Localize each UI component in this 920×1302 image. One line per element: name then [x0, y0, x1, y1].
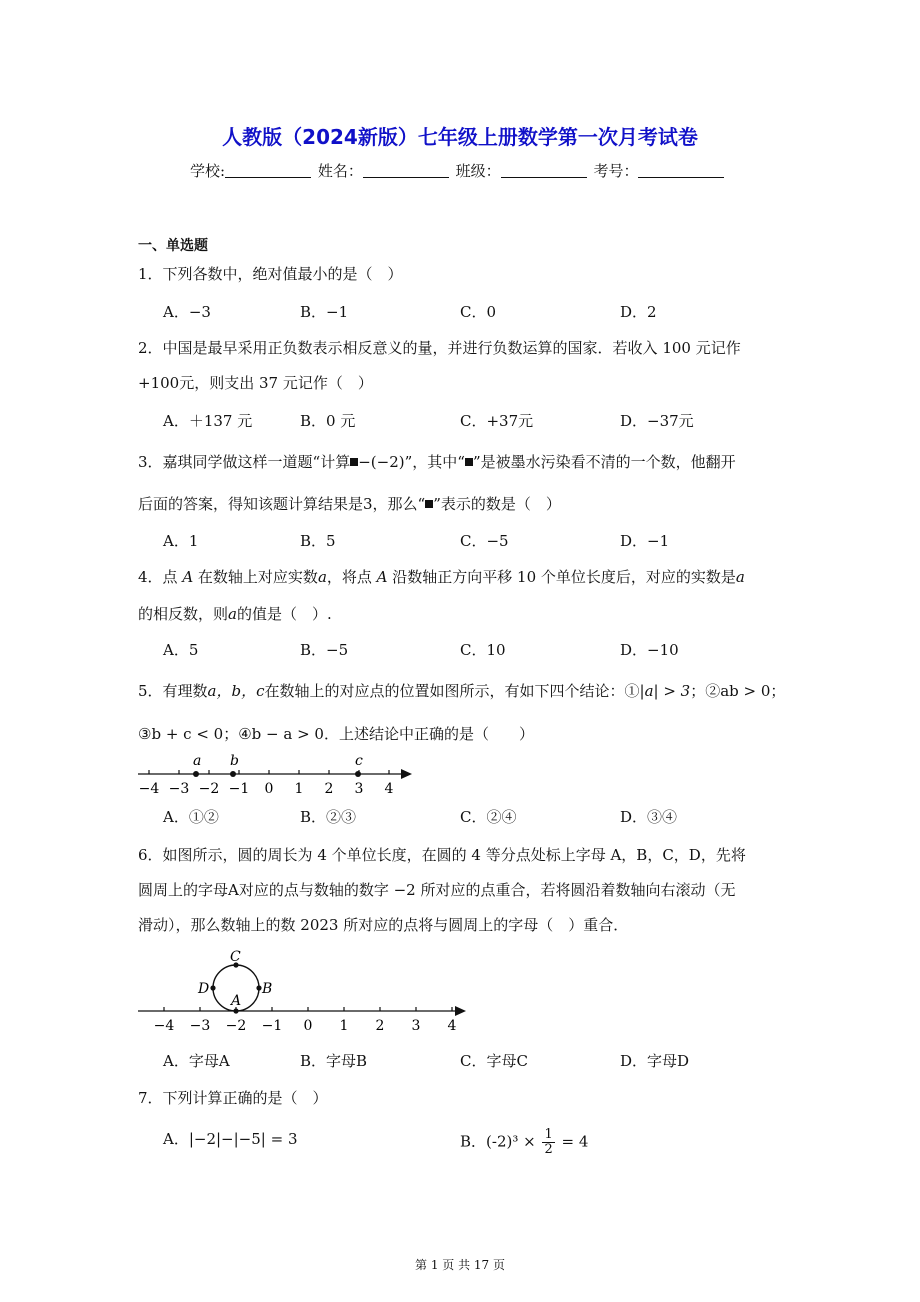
q6-option-b[interactable]: B．字母B — [300, 1052, 368, 1070]
q6-circle-number-line — [136, 944, 476, 1038]
q5-axis-arrow — [401, 769, 412, 779]
q7-option-a[interactable]: A．|−2|−|−5| = 3 — [163, 1130, 298, 1148]
axis-tick-label: 1 — [339, 1018, 349, 1034]
q5-option-b[interactable]: B．②③ — [300, 808, 357, 826]
axis-tick-label: −2 — [225, 1018, 247, 1034]
question-2-line1: 2．中国是最早采用正负数表示相反意义的量，并进行负数运算的国家．若收入 100 元记作 — [138, 339, 741, 357]
question-4-line2 — [138, 603, 332, 624]
axis-tick-label: 2 — [375, 1018, 385, 1034]
q4-option-d[interactable]: D．−10 — [620, 641, 679, 659]
q5-point-b — [230, 771, 236, 777]
q5-text-2: 在数轴上的对应点的位置如图所示，有如下四个结论：① — [264, 682, 640, 700]
q3-text-f: ”表示的数是（ ） — [433, 495, 561, 513]
q5-option-d[interactable]: D．③④ — [620, 808, 678, 826]
page-title: 人教版（2024新版）七年级上册数学第一次月考试卷 — [222, 125, 698, 149]
q5-label-a: a — [193, 753, 202, 769]
name-label: 姓名： — [317, 162, 363, 180]
name-blank[interactable] — [363, 177, 449, 178]
axis-tick-label: −2 — [198, 781, 220, 797]
question-4-line1 — [138, 566, 745, 587]
question-2-line2: +100元，则支出 37 元记作（ ） — [138, 374, 373, 392]
q4-text-2: 在数轴上对应实数 — [193, 568, 318, 586]
section-title: 一、单选题 — [138, 238, 208, 254]
fraction-numerator: 1 — [544, 1127, 553, 1142]
id-label: 考号： — [593, 162, 639, 180]
q5-vars: a，b，c — [207, 682, 265, 700]
q2-option-b[interactable]: B．0 元 — [300, 412, 356, 430]
question-5-line2: ③b + c < 0；④b − a > 0．上述结论中正确的是（ ） — [138, 725, 534, 743]
q5-label-b: b — [230, 753, 239, 769]
question-1-stem: 1．下列各数中，绝对值最小的是（ ） — [138, 265, 403, 283]
q4-var-a: a — [228, 605, 237, 623]
id-blank[interactable] — [638, 177, 724, 178]
q2-option-c[interactable]: C．+37元 — [460, 412, 534, 430]
q4-var-A: A — [376, 568, 388, 586]
q1-option-c[interactable]: C．0 — [460, 303, 497, 321]
axis-tick-label: 4 — [384, 781, 394, 797]
q5-point-a — [193, 771, 199, 777]
q2-option-d[interactable]: D．−37元 — [620, 412, 694, 430]
q4-option-a[interactable]: A．5 — [163, 641, 199, 659]
axis-tick-label: 0 — [303, 1018, 313, 1034]
q3-option-c[interactable]: C．−5 — [460, 532, 509, 550]
q4-text-1: 4．点 — [138, 568, 183, 586]
q1-option-a[interactable]: A．−3 — [163, 303, 211, 321]
axis-tick-label: 3 — [411, 1018, 421, 1034]
q3-option-a[interactable]: A．1 — [163, 532, 199, 550]
circle-label-A: A — [231, 993, 242, 1009]
axis-tick-label: 3 — [354, 781, 364, 797]
axis-tick-label: 2 — [324, 781, 334, 797]
class-blank[interactable] — [501, 177, 587, 178]
question-5-line1 — [138, 680, 785, 701]
question-3-line1 — [138, 451, 736, 472]
circle-point-B — [256, 985, 261, 990]
q5-conclusion-1: |a| > 3 — [639, 682, 691, 700]
school-label: 学校: — [190, 162, 226, 180]
axis-tick-label: −4 — [153, 1018, 175, 1034]
axis-tick-label: 4 — [447, 1018, 457, 1034]
q3-expression: −(−2) — [358, 453, 405, 471]
q4-text-3: ，将点 — [326, 568, 377, 586]
q5-conclusion-2: ；②ab > 0； — [690, 682, 786, 700]
q6-option-c[interactable]: C．字母C — [460, 1052, 528, 1070]
axis-tick-label: −1 — [228, 781, 250, 797]
q7-option-b-prefix: B．(-2)³ × — [460, 1132, 536, 1151]
axis-tick-label: −3 — [189, 1018, 211, 1034]
q2-option-a[interactable]: A．＋137 元 — [163, 412, 253, 430]
q4-text-4: 沿数轴正方向平移 10 个单位长度后，对应的实数是 — [387, 568, 736, 586]
axis-tick-label: −1 — [261, 1018, 283, 1034]
q1-option-b[interactable]: B．−1 — [300, 303, 349, 321]
circle-point-D — [210, 985, 215, 990]
school-blank[interactable] — [225, 177, 311, 178]
axis-tick-label: −3 — [168, 781, 190, 797]
class-label: 班级： — [455, 162, 501, 180]
question-6-line2: 圆周上的字母A对应的点与数轴的数字 −2 所对应的点重合，若将圆沿着数轴向右滚动（无 — [138, 881, 736, 899]
axis-tick-label: 1 — [294, 781, 304, 797]
q4-option-c[interactable]: C．10 — [460, 641, 506, 659]
q3-text-e: 后面的答案，得知该题计算结果是3，那么“ — [138, 495, 426, 513]
q4-var-a: a — [735, 568, 745, 586]
q5-text-1: 5．有理数 — [138, 682, 208, 700]
student-info-line — [190, 160, 726, 181]
fraction — [542, 1128, 554, 1157]
q4-var-a: a — [317, 568, 327, 586]
q5-option-c[interactable]: C．②④ — [460, 808, 517, 826]
circle-label-B: B — [262, 981, 273, 997]
q4-option-b[interactable]: B．−5 — [300, 641, 349, 659]
axis-tick-label: 0 — [264, 781, 274, 797]
fraction-denominator: 2 — [544, 1142, 553, 1157]
q1-option-d[interactable]: D．2 — [620, 303, 657, 321]
q3-text-d: ”是被墨水污染看不清的一个数，他翻开 — [472, 453, 736, 471]
q5-point-c — [355, 771, 361, 777]
q7-option-b[interactable] — [460, 1128, 588, 1157]
q3-option-b[interactable]: B．5 — [300, 532, 336, 550]
q6-option-d[interactable]: D．字母D — [620, 1052, 690, 1070]
q6-option-a[interactable]: A．字母A — [163, 1052, 230, 1070]
q3-text-a: 3．嘉琪同学做这样一道题“计算 — [138, 453, 351, 471]
circle-label-C: C — [230, 949, 241, 965]
ink-blot-icon — [465, 458, 473, 466]
q5-number-line — [136, 752, 426, 798]
q7-option-b-suffix: = 4 — [561, 1132, 589, 1151]
q3-option-d[interactable]: D．−1 — [620, 532, 670, 550]
question-7-stem: 7．下列计算正确的是（ ） — [138, 1089, 328, 1107]
question-6-line3: 滑动），那么数轴上的数 2023 所对应的点将与圆周上的字母（ ）重合． — [138, 916, 629, 934]
page-footer: 第 1 页 共 17 页 — [415, 1258, 505, 1272]
q6-axis-arrow — [455, 1006, 466, 1016]
circle-label-D: D — [198, 981, 210, 997]
q4-text-5: 的相反数，则 — [138, 605, 229, 623]
q3-text-c: ”，其中“ — [404, 453, 465, 471]
axis-tick-label: −4 — [138, 781, 160, 797]
question-3-line2 — [138, 493, 561, 514]
q4-var-A: A — [182, 568, 194, 586]
question-6-line1: 6．如图所示，圆的周长为 4 个单位长度，在圆的 4 等分点处标上字母 A，B，C，D，先将 — [138, 846, 746, 864]
q4-text-6: 的值是（ ）. — [236, 605, 332, 623]
q5-option-a[interactable]: A．①② — [163, 808, 219, 826]
q5-label-c: c — [355, 753, 363, 769]
